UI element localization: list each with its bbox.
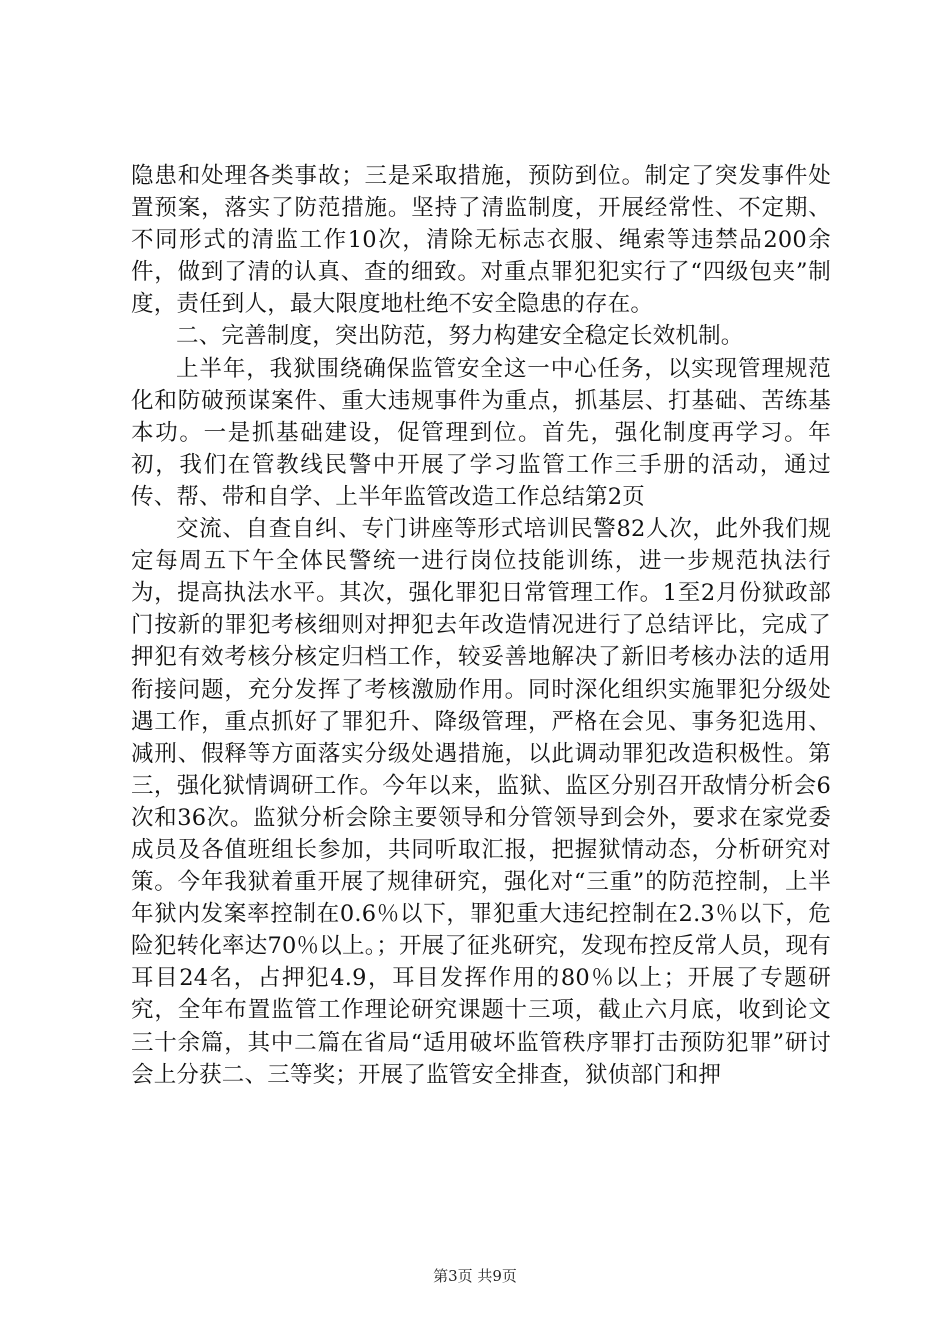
paragraph: 隐患和处理各类事故；三是采取措施，预防到位。制定了突发事件处置预案，落实了防范措施。坚持了清监制度，开展经常性、不定期、不同形式的清监工作10次，清除无标志衣服、绳索等违禁品200余件，做到了清的认真、查的细致。对重点罪犯犯实行了“四级包夹”制度，责任到人，最大限度地杜绝不安全隐患的存在。 — [131, 163, 831, 318]
paragraph: 上半年，我狱围绕确保监管安全这一中心任务，以实现管理规范化和防破预谋案件、重大违规事件为重点，抓基层、打基础、苦练基本功。一是抓基础建设，促管理到位。首先，强化制度再学习。年初，我们在管教线民警中开展了学习监管工作三手册的活动，通过传、帮、带和自学、上半年监管改造工作总结第2页 — [131, 355, 831, 510]
page-footer: 第3页 共9页 — [433, 1267, 517, 1285]
document-body — [131, 160, 831, 1091]
section-heading: 二、完善制度，突出防范，努力构建安全稳定长效机制。 — [176, 323, 744, 350]
paragraph: 交流、自查自纠、专门讲座等形式培训民警82人次，此外我们规定每周五下午全体民警统一进行岗位技能训练，进一步规范执法行为，提高执法水平。其次，强化罪犯日常管理工作。1至2月份狱政部门按新的罪犯考核细则对押犯去年改造情况进行了总结评比，完成了押犯有效考核分核定归档工作，较妥善地解决了新旧考核办法的适用衔接问题，充分发挥了考核激励作用。同时深化组织实施罪犯分级处遇工作，重点抓好了罪犯升、降级管理，严格在会见、事务犯选用、减刑、假释等方面落实分级处遇措施，以此调动罪犯改造积极性。第三，强化狱情调研工作。今年以来，监狱、监区分别召开敌情分析会6次和36次。监狱分析会除主要领导和分管领导到会外，要求在家党委成员及各值班组长参加，共同听取汇报，把握狱情动态，分析研究对策。今年我狱着重开展了规律研究，强化对“三重”的防范控制，上半年狱内发案率控制在0.6％以下，罪犯重大违纪控制在2.3％以下，危险犯转化率达70％以上。；开展了征兆研究，发现布控反常人员，现有耳目24名，占押犯4.9，耳目发挥作用的80％以上；开展了专题研究，全年布置监管工作理论研究课题十三项，截止六月底，收到论文三十余篇，其中二篇在省局“适用破坏监管秩序罪打击预防犯罪”研讨会上分获二、三等奖；开展了监管安全排查，狱侦部门和押 — [131, 516, 831, 1088]
